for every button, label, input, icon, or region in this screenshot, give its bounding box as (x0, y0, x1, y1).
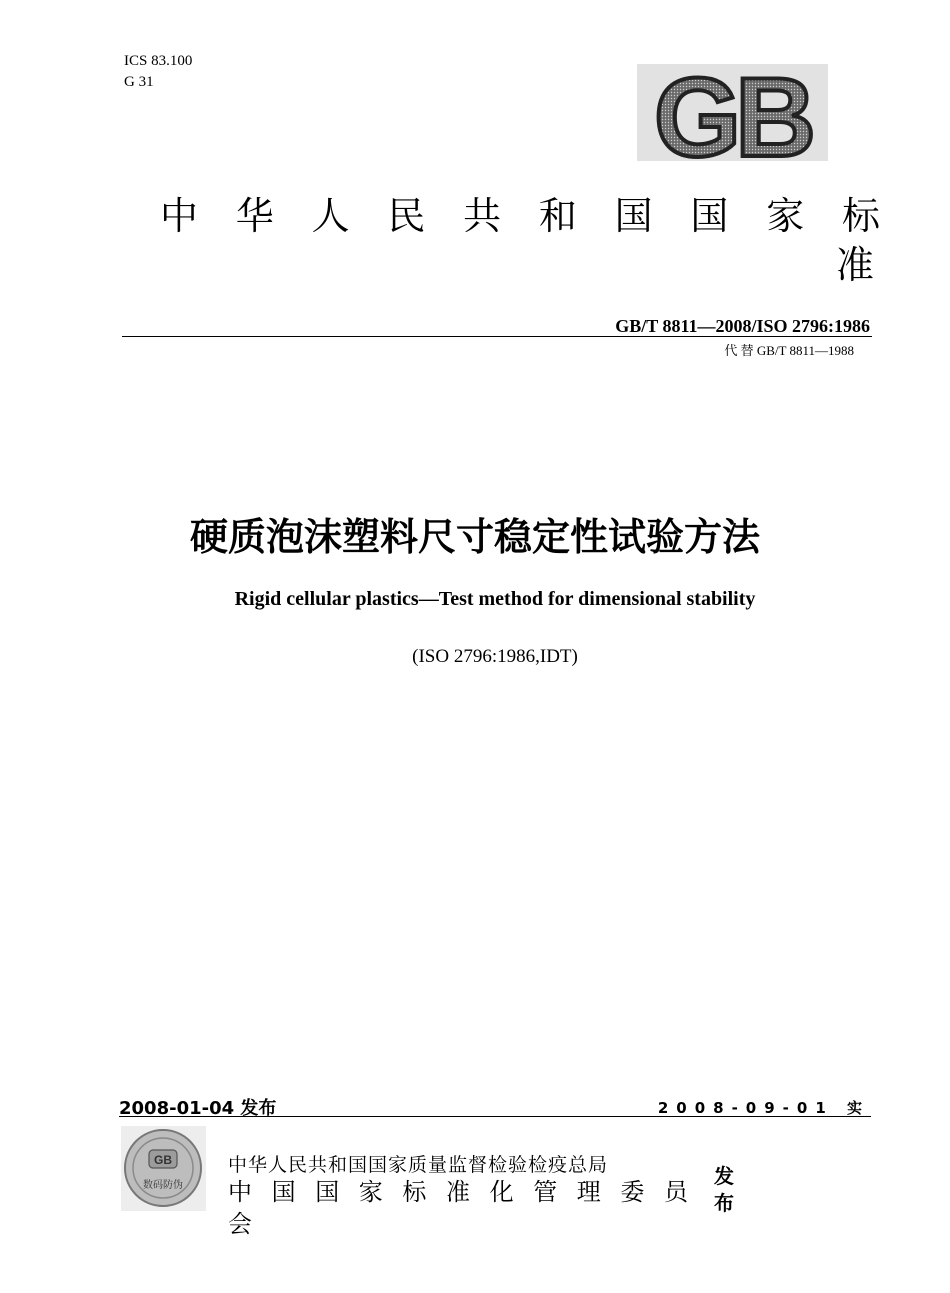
standard-number: GB/T 8811—2008/ISO 2796:1986 (615, 316, 870, 336)
header-divider (122, 336, 872, 337)
issuing-org-sac: 中国国家标准化管理委员 (228, 1178, 688, 1206)
gb-logo-text: GB (654, 64, 810, 161)
national-standard-title: 中华人民共和国国家标 (160, 194, 880, 238)
seal-label: 数码防伪 (143, 1180, 183, 1191)
issuing-org-sac-continued: 会 (228, 1210, 252, 1238)
ccs-code: G 31 (124, 74, 154, 90)
issue-date: 2008-01-04 发布 (119, 1098, 277, 1119)
document-title-english: Rigid cellular plastics—Test method for dimensional stability (234, 588, 756, 610)
issuing-org-aqsiq: 中华人民共和国国家质量监督检验检疫总局 (228, 1154, 609, 1176)
document-title-chinese: 硬质泡沫塑料尺寸稳定性试验方法 (189, 515, 760, 559)
implementation-date: 2008-09-01 实 (657, 1099, 870, 1117)
ics-code: ICS 83.100 (124, 53, 193, 69)
footer-divider (119, 1116, 871, 1117)
replaces-standard: 代 替 GB/T 8811—1988 (724, 343, 854, 358)
anti-counterfeit-seal (121, 1126, 206, 1211)
gb-logo (637, 64, 828, 161)
publish-label: 发布 (714, 1164, 734, 1215)
svg-text:GB: GB (154, 1153, 172, 1167)
classification-codes (124, 51, 192, 93)
iso-equivalence: (ISO 2796:1986,IDT) (412, 646, 578, 667)
national-standard-title-continued: 准 (835, 243, 874, 287)
